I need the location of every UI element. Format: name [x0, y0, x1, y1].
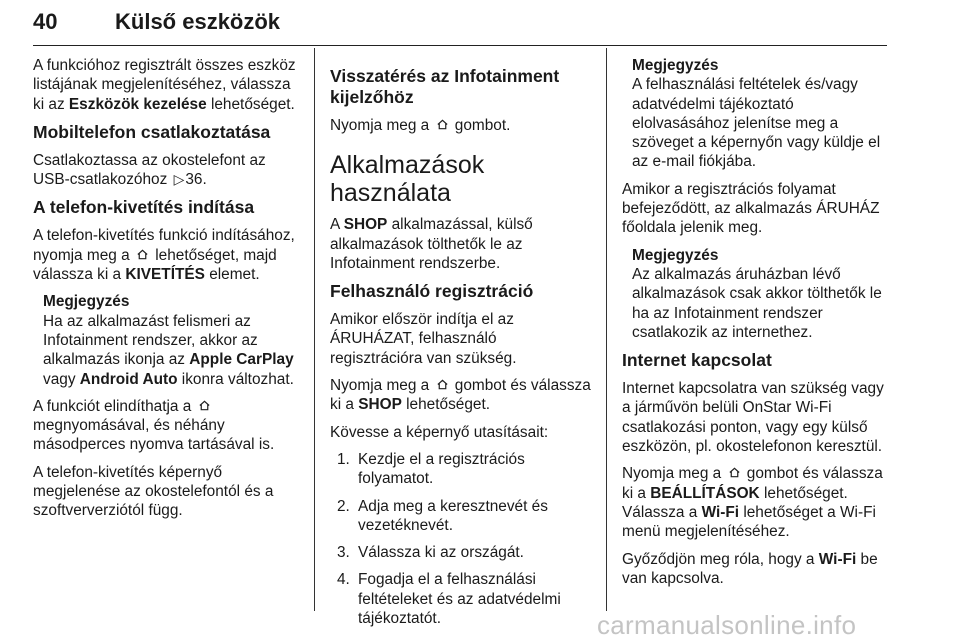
paragraph-internet-needed: Internet kapcsolatra van szükség vagy a járművön belüli OnStar Wi-Fi csatlakozási ponton, vagy egy külső eszközön, pl. okostelefonon keresztül. [622, 380, 884, 456]
paragraph-device-list: A funkcióhoz regisztrált összes eszköz listájának megjelenítéséhez, válassza ki az Eszközök kezelése lehetőséget. [33, 57, 296, 113]
heading-using-apps: Alkalmazások használata [330, 151, 485, 208]
home-button-icon [436, 118, 449, 131]
home-button-icon [728, 466, 741, 479]
heading-user-registration: Felhasználó regisztráció [330, 281, 534, 302]
paragraph-shop: A SHOP alkalmazással, külső alkalmazások tölthetők le az Infotainment rendszerbe. [330, 216, 533, 272]
list-item: 1. Kezdje el a regisztrációs folyamatot. [337, 450, 525, 488]
chapter-title: Külső eszközök [115, 9, 281, 34]
page-header [33, 9, 887, 45]
column-1 [33, 56, 298, 529]
note-title: Megjegyzés [43, 293, 130, 311]
home-button-icon [436, 378, 449, 391]
note-title: Megjegyzés [632, 57, 719, 74]
note-terms [632, 56, 887, 172]
heading-mobile-connect: Mobiltelefon csatlakoztatása [33, 121, 271, 142]
paragraph-projection-start: A telefon-kivetítés funkció indításához, nyomja meg a lehetőséget, majd válassza ki a KIVETÍTÉS elemet. [33, 227, 295, 284]
note-text: Ha az alkalmazást felismeri az Infotainment rendszer, akkor az alkalmazás ikonja az Apple CarPlay vagy Android Auto ikonra változhat. [43, 312, 294, 388]
note-text: Az alkalmazás áruházban lévő alkalmazások csak akkor tölthetők le ha az Infotainment rendszer csatlakozik az internethez. [632, 265, 882, 341]
page-number: 40 [33, 9, 58, 34]
list-item: 3. Válassza ki az országát. [337, 544, 524, 562]
paragraph-registration-complete: Amikor a regisztrációs folyamat befejeződött, az alkalmazás ÁRUHÁZ főoldala jelenik meg. [622, 180, 880, 237]
note-text: A felhasználási feltételek és/vagy adatvédelmi tájékoztató elolvasásához jelenítse meg a szöveget a képernyőn vagy küldje el az e-mail fiókjába. [632, 76, 881, 171]
home-button-icon [198, 399, 211, 412]
paragraph-press-home: Nyomja meg a gombot. [330, 117, 511, 134]
watermark: carmanualsonline.info [597, 610, 857, 640]
paragraph-registration-needed: Amikor először indítja el az ÁRUHÁZAT, felhasználó regisztrációra van szükség. [330, 311, 517, 367]
page-reference-link[interactable]: 36. [185, 171, 207, 189]
note-internet-required [632, 246, 887, 342]
home-button-icon [136, 248, 149, 261]
list-item: 4. Fogadja el a felhasználási feltételeket és az adatvédelmi tájékoztatót. [337, 571, 561, 628]
column-divider-2 [606, 48, 607, 611]
paragraph-usb: Csatlakoztassa az okostelefont az USB-csatlakozóhoz ▷36. [33, 151, 266, 189]
note-app-icon [43, 292, 298, 388]
reference-arrow-icon: ▷ [173, 171, 185, 188]
paragraph-settings-wifi: Nyomja meg a gombot és válassza ki a BEÁLLÍTÁSOK lehetőséget. Válassza a Wi-Fi lehetőséget a Wi-Fi menü megjelenítéséhez. [622, 465, 883, 541]
heading-internet: Internet kapcsolat [622, 350, 772, 371]
paragraph-follow-instructions: Kövesse a képernyő utasításait: [330, 423, 549, 441]
note-title: Megjegyzés [632, 246, 719, 264]
heading-return: Visszatérés az Infotainment kijelzőhöz [330, 66, 560, 107]
heading-projection: A telefon-kivetítés indítása [33, 197, 255, 218]
column-2 [330, 56, 592, 636]
paragraph-wifi-on: Győződjön meg róla, hogy a Wi-Fi be van kapcsolva. [622, 550, 878, 587]
registration-steps [337, 450, 592, 628]
list-item: 2. Adja meg a keresztnevét és vezetéknevét. [337, 497, 548, 534]
header-rule [33, 45, 887, 46]
column-3 [622, 56, 887, 596]
paragraph-screen-appearance: A telefon-kivetítés képernyő megjelenése az okostelefontól és a szoftververziótól függ. [33, 463, 274, 520]
paragraph-long-press: A funkciót elindíthatja a megnyomásával, és néhány másodperces nyomva tartásával is. [33, 397, 275, 454]
paragraph-select-shop: Nyomja meg a gombot és válassza ki a SHOP lehetőséget. [330, 377, 591, 414]
column-divider-1 [314, 48, 315, 611]
